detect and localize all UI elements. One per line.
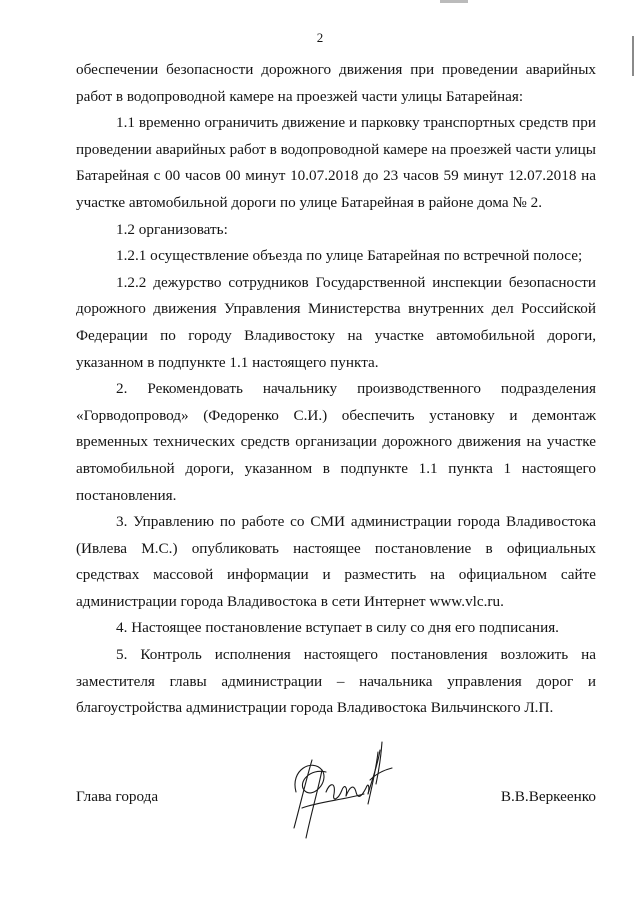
paragraph-3: 3. Управлению по работе со СМИ администрации города Владивостока (Ивлева М.С.) опубликовать настоящее постановление в официальных средствах массовой информации и разместить на официальном сайте администрации города Владивостока в сети Интернет www.vlc.ru. [76,513,596,610]
paragraph-1-1: 1.1 временно ограничить движение и парковку транспортных средств при проведении аварийных работ в водопроводной камере на проезжей части улицы Батарейная с 00 часов 00 минут 10.07.2018 до 23 часов 59 минут 12.07.2018 на участке автомобильной дороги по улице Батарейная в районе дома № 2. [76,114,596,211]
scan-edge-mark [440,0,468,3]
signatory-title: Глава города [76,788,159,805]
paragraph-1-2: 1.2 организовать: [116,220,228,238]
page-number: 2 [316,30,324,45]
paragraph-1-2-2: 1.2.2 дежурство сотрудников Государственной инспекции безопасности дорожного движения Управления Министерства внутренних дел Российской Федерации по городу Владивостоку на участке автомобильной дороги, указанном в подпункте 1.1 настоящего пункта. [76,273,596,371]
paragraph-4: 4. Настоящее постановление вступает в силу со дня его подписания. [116,619,559,637]
signatory-name: В.В.Веркеенко [500,788,596,805]
paragraph-2: 2. Рекомендовать начальнику производственного подразделения «Горводопровод» (Федоренко С.И.) обеспечить установку и демонтаж временных технических средств организации дорожного движения на участке автомобильной дороги, указанном в подпункте 1.1 пункта 1 настоящего постановления. [76,380,596,504]
paragraph-intro: обеспечении безопасности дорожного движения при проведении аварийных работ в водопроводной камере на проезжей части улицы Батарейная: [76,61,596,105]
document-body [76,57,596,722]
paragraph-5: 5. Контроль исполнения настоящего постановления возложить на заместителя главы администрации – начальника управления дорог и благоустройства администрации города Владивостока Вильчинского Л.П. [76,646,596,717]
paragraph-1-2-1: 1.2.1 осуществление объезда по улице Батарейная по встречной полосе; [116,247,583,265]
handwritten-signature [282,730,402,850]
